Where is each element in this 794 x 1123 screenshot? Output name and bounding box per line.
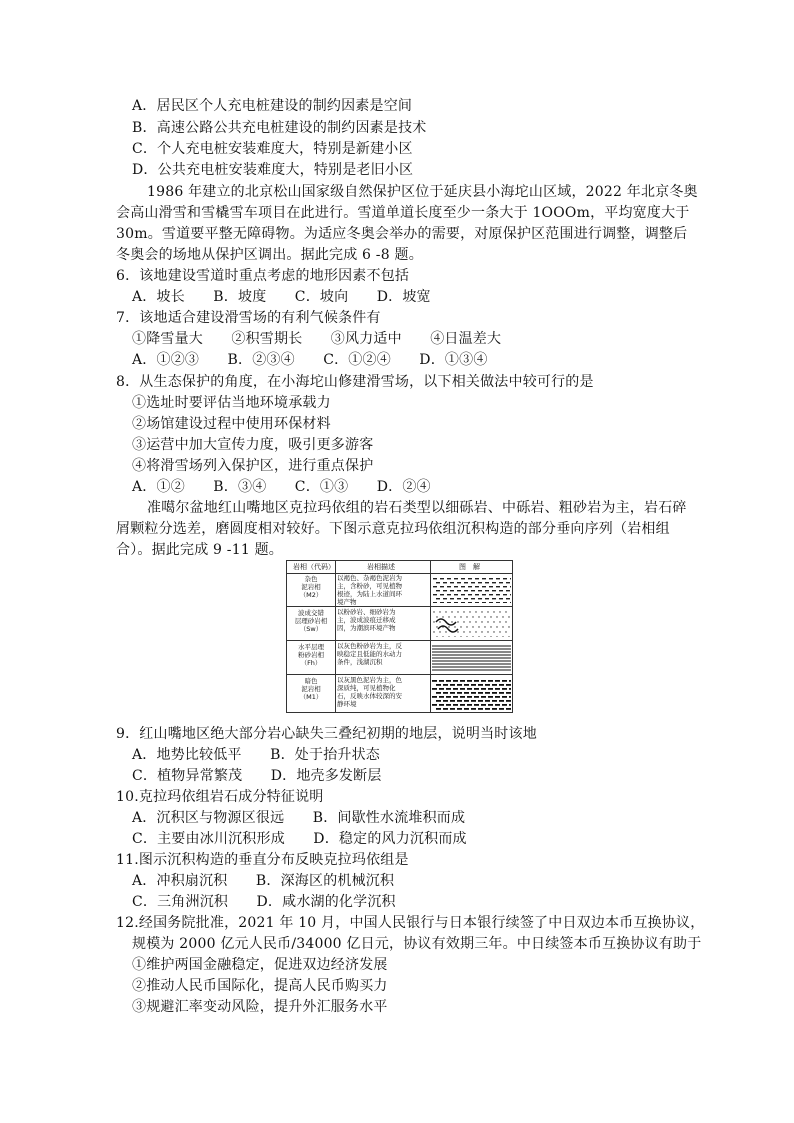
text-line: 6．该地建设雪道时重点考虑的地形因素不包括 <box>116 268 410 284</box>
lithofacies-row <box>287 641 512 675</box>
text-line: C．主要由冰川沉积形成 D．稳定的风力沉积而成 <box>132 831 467 847</box>
text-line: 会高山滑雪和雪橇雪车项目在此进行。雪道单道长度至少一条大于 1OOOm，平均宽度大于 <box>116 205 690 221</box>
facies-diagram <box>432 678 511 710</box>
pattern-wave <box>432 610 511 637</box>
text-line: C．三角洲沉积 D．咸水湖的化学沉积 <box>132 894 396 910</box>
facies-name: 杂色 泥岩相 （M2） <box>299 575 323 599</box>
header-diagram: 图 解 <box>459 563 480 571</box>
facies-description: 以灰色粉砂岩为主，反 映稳定且低能的水动力 条件，浅湖沉积 <box>337 642 402 666</box>
facies-description: 以褐色、杂褐色泥岩为 主，含粉砂，可见植物 根迹，为陆上水道间环 境产物 <box>337 574 402 606</box>
facies-diagram <box>432 644 511 671</box>
text-line: D．公共充电桩安装难度大，特别是老旧小区 <box>132 162 414 178</box>
header-facies-code: 岩相（代码） <box>293 563 335 571</box>
text-line: A．居民区个人充电桩建设的制约因素是空间 <box>132 98 413 114</box>
pattern-mud <box>432 576 511 603</box>
text-line: A．沉积区与物源区很远 B．间歇性水流堆积而成 <box>132 810 466 826</box>
text-line: 11.图示沉积构造的垂直分布反映克拉玛依组是 <box>116 852 409 868</box>
text-line: ①降雪量大 ②积雪期长 ③风力适中 ④日温差大 <box>132 331 502 347</box>
facies-diagram <box>432 576 511 603</box>
text-line: ②场馆建设过程中使用环保材料 <box>132 416 331 432</box>
text-line: ③规避汇率变动风险，提升外汇服务水平 <box>132 999 388 1015</box>
facies-description: 以粉砂岩、细砂岩为 主，波成波痕迁移成 因，为潮滨环境产物 <box>337 608 396 632</box>
text-line: ①选址时要评估当地环境承载力 <box>132 395 331 411</box>
facies-name: 波成交错 层理砂岩相 （Sw） <box>294 609 328 633</box>
text-line: A．①② B．③④ C．①③ D．②④ <box>132 479 431 495</box>
text-line: 7．该地适合建设滑雪场的有利气候条件有 <box>116 310 381 326</box>
text-line: B．高速公路公共充电桩建设的制约因素是技术 <box>132 120 427 136</box>
pattern-dark <box>432 678 511 710</box>
header-facies-description: 岩相描述 <box>367 563 395 571</box>
text-line: ②推动人民币国际化，提高人民币购买力 <box>132 978 388 994</box>
text-line: 8．从生态保护的角度，在小海坨山修建滑雪场，以下相关做法中较可行的是 <box>116 374 594 390</box>
text-line: A．冲积扇沉积 B．深海区的机械沉积 <box>132 873 395 889</box>
column-divider <box>335 561 336 712</box>
column-divider <box>430 561 431 712</box>
text-line: A．①②③ B．②③④ C．①②④ D．①③④ <box>132 352 488 368</box>
text-line: A．坡长 B．坡度 C．坡向 D．坡宽 <box>132 289 431 305</box>
text-line: 12.经国务院批准，2021 年 10 月，中国人民银行与日本银行续签了中日双边本币互换协议， <box>116 915 705 931</box>
pattern-horizontal <box>432 644 511 671</box>
text-line: 规模为 2000 亿元人民币/34000 亿日元，协议有效期三年。中日续签本币互换协议有助于 <box>132 936 702 952</box>
facies-description: 以灰黑色泥岩为主，色 深质纯，可见植物化 石，反映水体较深的安 静环境 <box>337 676 402 708</box>
text-line: ④将滑雪场列入保护区，进行重点保护 <box>132 458 374 474</box>
lithofacies-row <box>287 573 512 607</box>
text-line: A．地势比较低平 B．处于抬升状态 <box>132 747 380 763</box>
text-line: C．植物异常繁茂 D．地壳多发断层 <box>132 768 382 784</box>
text-line: 合）。据此完成 9 -11 题。 <box>116 542 284 558</box>
text-line: C．个人充电桩安装难度大，特别是新建小区 <box>132 141 413 157</box>
facies-name: 暗色 泥岩相 （M1） <box>299 677 323 701</box>
text-line: 屑颗粒分选差，磨圆度相对较好。下图示意克拉玛依组沉积构造的部分垂向序列（岩相组 <box>116 521 670 537</box>
facies-diagram <box>432 610 511 637</box>
lithofacies-row <box>287 607 512 641</box>
text-line: 30m。雪道要平整无障碍物。为适应冬奥会举办的需要，对原保护区范围进行调整，调整后 <box>116 226 688 242</box>
text-line: 1986 年建立的北京松山国家级自然保护区位于延庆县小海坨山区域，2022 年北京冬奥 <box>147 184 698 200</box>
text-line: ①维护两国金融稳定，促进双边经济发展 <box>132 957 388 973</box>
text-line: 9．红山嘴地区绝大部分岩心缺失三叠纪初期的地层，说明当时该地 <box>116 726 537 742</box>
lithofacies-figure <box>286 560 513 713</box>
text-line: 冬奥会的场地从保护区调出。据此完成 6 -8 题。 <box>116 247 423 263</box>
lithofacies-row <box>287 675 512 713</box>
text-line: 准噶尔盆地红山嘴地区克拉玛依组的岩石类型以细砾岩、中砾岩、粗砂岩为主，岩石碎 <box>147 500 687 516</box>
text-line: ③运营中加大宣传力度，吸引更多游客 <box>132 437 374 453</box>
text-line: 10.克拉玛依组岩石成分特征说明 <box>116 789 324 805</box>
facies-name: 水平层理 粉砂岩相 （Fh） <box>298 643 324 667</box>
